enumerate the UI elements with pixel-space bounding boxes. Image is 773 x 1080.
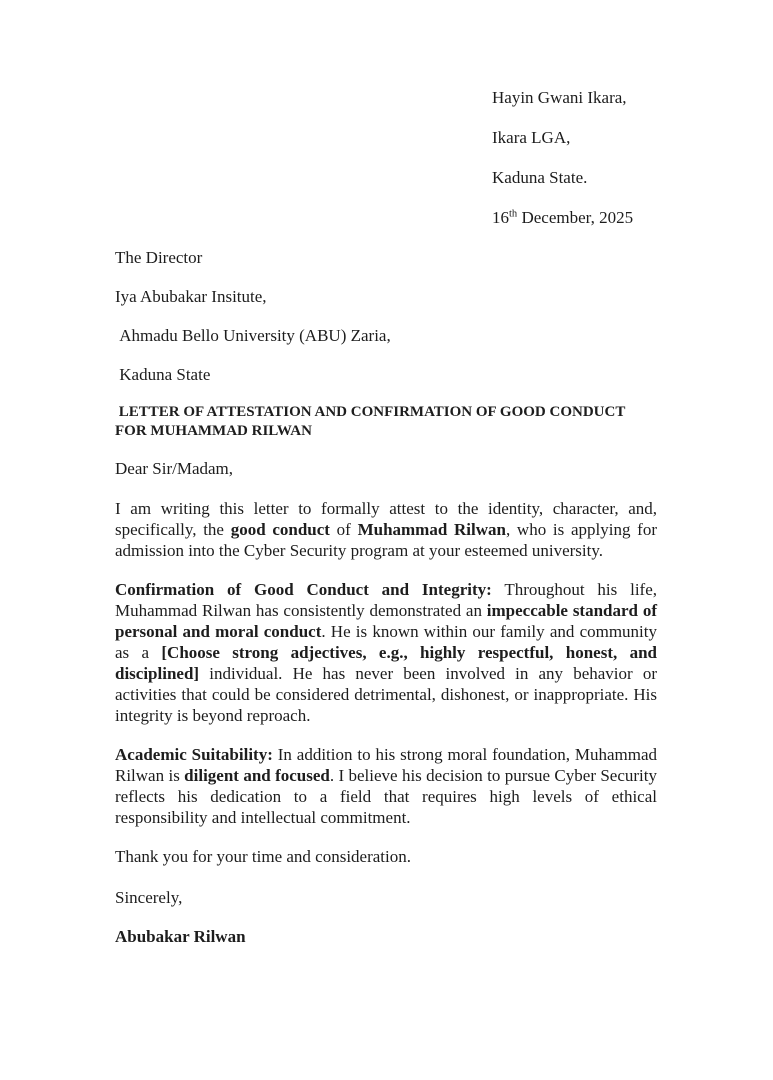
letter-date: 16th December, 2025: [492, 208, 634, 227]
salutation: Dear Sir/Madam,: [115, 459, 234, 478]
sender-address-line: Kaduna State.: [492, 168, 588, 187]
sender-address-block: [492, 87, 657, 228]
closing-signoff: Sincerely,: [115, 888, 183, 907]
subject-heading-line: LETTER OF ATTESTATION AND CONFIRMATION OF GOOD CONDUCT: [115, 404, 626, 420]
closing-thanks: Thank you for your time and consideration.: [115, 847, 412, 866]
subject-heading-line: FOR MUHAMMAD RILWAN: [115, 423, 312, 439]
recipient-line: The Director: [115, 248, 203, 267]
recipient-line: Kaduna State: [115, 365, 211, 384]
body-paragraph-intro: I am writing this letter to formally attest to the identity, character, and, specifically, the good conduct of Muhammad Rilwan, who is applying for admission into the Cyber Security program at your esteemed university.: [115, 499, 657, 560]
body-paragraph-academic: Academic Suitability: In addition to his strong moral foundation, Muhammad Rilwan is diligent and focused. I believe his decision to pursue Cyber Security reflects his dedication to a field that requires high levels of ethical responsibility and intellectual commitment.: [115, 745, 657, 827]
body-paragraph-conduct: Confirmation of Good Conduct and Integrity: Throughout his life, Muhammad Rilwan has consistently demonstrated an impeccable standard of personal and moral conduct. He is known within our family and community as a [Choose strong adjectives, e.g., highly respectful, honest, and disciplined] individual. He has never been involved in any behavior or activities that could be considered detrimental, dishonest, or inappropriate. His integrity is beyond reproach.: [115, 580, 658, 725]
sender-address-line: Hayin Gwani Ikara,: [492, 88, 627, 107]
signature-name: Abubakar Rilwan: [115, 927, 246, 946]
recipient-address-block: [115, 247, 657, 385]
recipient-line: Iya Abubakar Insitute,: [115, 287, 267, 306]
recipient-line: Ahmadu Bello University (ABU) Zaria,: [115, 326, 391, 345]
subject-heading: [115, 403, 657, 441]
sender-address-line: Ikara LGA,: [492, 128, 571, 147]
